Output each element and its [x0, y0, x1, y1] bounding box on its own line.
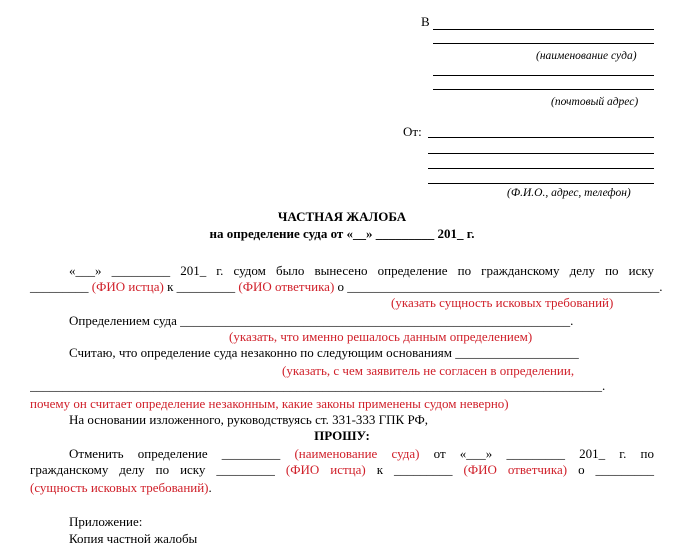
sender-line-4: [428, 183, 654, 184]
grounds-blank-line: ________________________________________________________________________________________.: [30, 378, 606, 393]
ruling-hint: (указать, что именно решалось данным определением): [229, 329, 533, 344]
sender-line-1: [428, 137, 654, 138]
para2-line: Определением суда ____________________________________________________________.: [69, 313, 574, 328]
request-line1: [69, 446, 654, 461]
request-date-text: от «___» _________ 201_ г. по: [433, 446, 654, 461]
to-label: В: [421, 14, 430, 29]
sender-line-3: [428, 168, 654, 169]
request-o-blank: о _________: [578, 462, 655, 477]
defendant-hint: (ФИО ответчика): [238, 279, 335, 294]
document-subtitle: на определение суда от «__» _________ 201_ г.: [209, 226, 475, 241]
document-title: ЧАСТНАЯ ЖАЛОБА: [277, 209, 407, 224]
address-line-1: [433, 75, 654, 76]
o-blank: о ________________________________________________.: [337, 279, 663, 294]
blank: _________: [30, 279, 89, 294]
from-label: От:: [403, 124, 422, 139]
para1-line2: [30, 279, 663, 294]
request-court-hint: (наименование суда): [294, 446, 420, 461]
k-blank: к _________: [167, 279, 236, 294]
postal-address-hint: (почтовый адрес): [551, 96, 639, 108]
court-name-hint: (наименование суда): [536, 50, 637, 62]
attachment-item: Копия частной жалобы: [69, 531, 198, 546]
cancel-ruling-text: Отменить определение _________: [69, 446, 281, 461]
address-line-2: [433, 89, 654, 90]
request-k-blank: к _________: [376, 462, 453, 477]
legal-basis-text: На основании изложенного, руководствуясь ст. 331-333 ГПК РФ,: [69, 412, 429, 427]
request-plaintiff-hint: (ФИО истца): [285, 462, 366, 477]
request-line3: [30, 480, 212, 495]
claims-hint: (указать сущность исковых требований): [391, 295, 614, 310]
para1-line1: «___» _________ 201_ г. судом было вынесено определение по гражданскому делу по иску: [69, 263, 654, 278]
case-text: гражданскому делу по иску _________: [30, 462, 275, 477]
sender-hint: (Ф.И.О., адрес, телефон): [507, 187, 631, 199]
request-claims-hint: (сущность исковых требований): [30, 480, 209, 495]
attachments-label: Приложение:: [69, 514, 143, 529]
sender-line-2: [428, 153, 654, 154]
request-defendant-hint: (ФИО ответчика): [463, 462, 568, 477]
plaintiff-hint: (ФИО истца): [91, 279, 164, 294]
court-name-line-2: [433, 43, 654, 44]
request-line2: [30, 462, 654, 477]
request-heading: ПРОШУ:: [314, 428, 370, 443]
disagreement-hint: (указать, с чем заявитель не согласен в определении,: [282, 363, 575, 378]
unlawful-hint: почему он считает определение незаконным, какие законы применены судом неверно): [30, 396, 509, 411]
para3-line: Считаю, что определение суда незаконно по следующим основаниям ___________________: [69, 345, 579, 360]
request-end: .: [208, 480, 212, 495]
court-name-line: [433, 29, 654, 30]
